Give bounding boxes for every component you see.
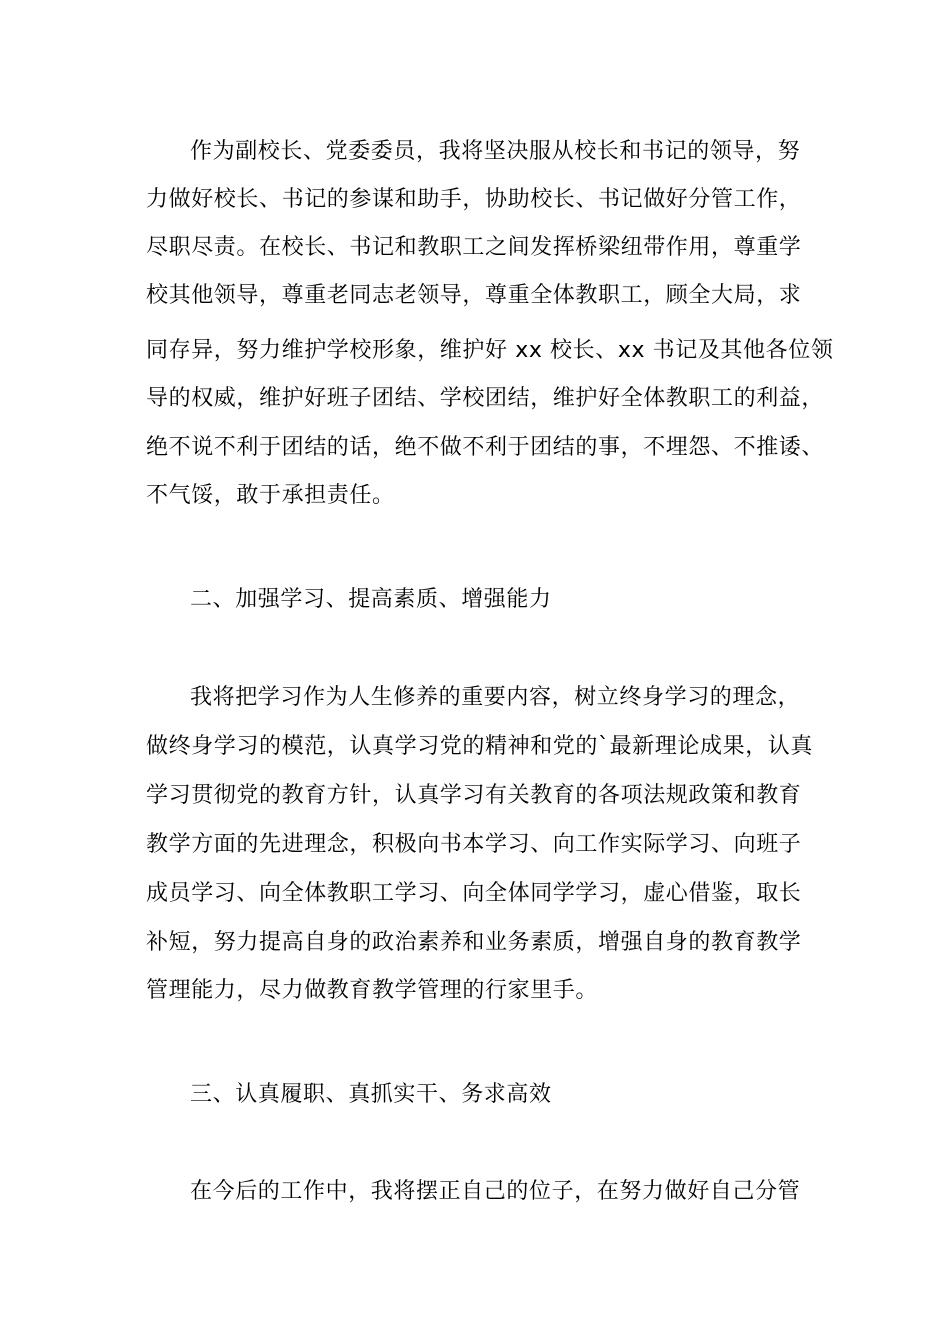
- paragraph-2-line: 教学方面的先进理念，积极向书本学习、向工作实际学习、向班子: [146, 832, 802, 857]
- paragraph-3-line: 在今后的工作中，我将摆正自己的位子，在努力做好自己分管: [190, 1179, 801, 1204]
- paragraph-2-line: 学习贯彻党的教育方针，认真学习有关教育的各项法规政策和教育: [146, 783, 802, 808]
- paragraph-2-line: 我将把学习作为人生修养的重要内容，树立终身学习的理念，: [190, 685, 801, 710]
- paragraph-2-line: 补短，努力提高自身的政治素养和业务素质，增强自身的教育教学: [146, 930, 802, 955]
- paragraph-1-line: 导的权威，维护好班子团结、学校团结，维护好全体教职工的利益，: [146, 386, 825, 411]
- paragraph-2-line: 管理能力，尽力做教育教学管理的行家里手。: [146, 978, 599, 1003]
- paragraph-1-line: 绝不说不利于团结的话，绝不做不利于团结的事，不埋怨、不推诿、: [146, 435, 825, 460]
- paragraph-1-line: 尽职尽责。在校长、书记和教职工之间发挥桥梁纽带作用，尊重学: [146, 235, 802, 260]
- paragraph-1-line: 校其他领导，尊重老同志老领导，尊重全体教职工，顾全大局，求: [146, 283, 802, 308]
- paragraph-1-line: 不气馁，敢于承担责任。: [146, 483, 395, 508]
- paragraph-2-line: 成员学习、向全体教职工学习、向全体同学学习，虚心借鉴，取长: [146, 881, 802, 906]
- paragraph-1-line: 作为副校长、党委委员，我将坚决服从校长和书记的领导，努: [190, 139, 801, 164]
- paragraph-2-line: 做终身学习的模范，认真学习党的精神和党的`最新理论成果，认真: [146, 734, 814, 759]
- paragraph-1-line: 力做好校长、书记的参谋和助手，协助校长、书记做好分管工作，: [146, 187, 802, 212]
- section-heading: 二、加强学习、提高素质、增强能力: [190, 587, 552, 612]
- section-heading: 三、认真履职、真抓实干、务求高效: [190, 1082, 552, 1107]
- paragraph-1-line: 同存异，努力维护学校形象，维护好 xx 校长、xx 书记及其他各位领: [146, 338, 834, 363]
